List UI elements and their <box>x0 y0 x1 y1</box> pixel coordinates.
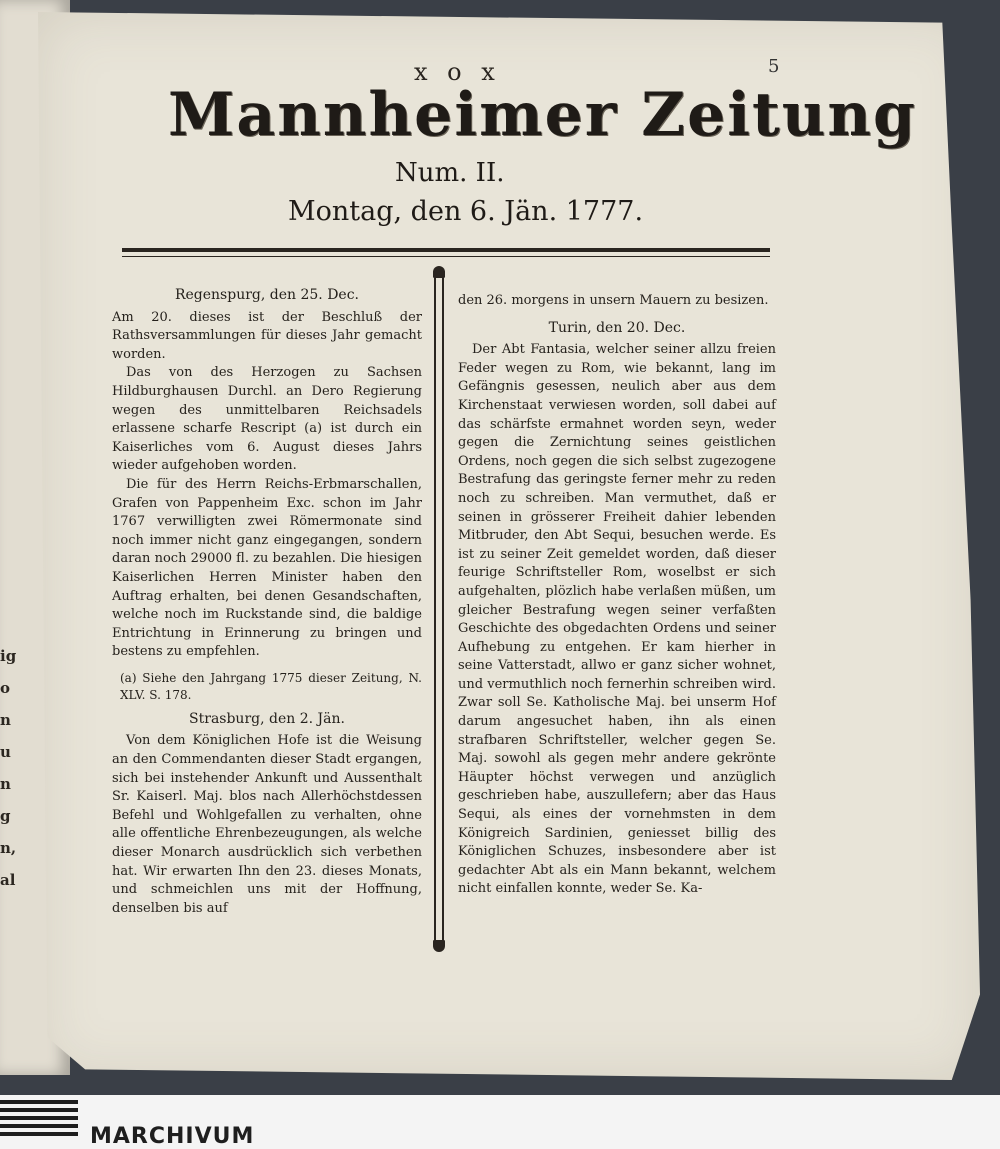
column-divider <box>434 272 444 948</box>
article-continuation: den 26. morgens in unsern Mauern zu besizen. <box>458 293 769 308</box>
fragment: n <box>0 775 11 793</box>
fragment: u <box>0 743 11 761</box>
article-paragraph: Die für des Herrn Reichs-Erbmarschallen, Grafen von Pappenheim Exc. schon im Jahr 1767 verwilligten zwei Römermonate sind noch immer nicht ganz eingegangen, sondern daran noch 29000 fl. zu bezahlen. Die hiesigen Kaiserlichen Herren Minister haben den Auftrag erhalten, bei denen Gesandschaften, welche noch im Ruckstande sind, die baldige Entrichtung in Erinnerung zu bringen und bestens zu empfehlen. <box>112 476 422 660</box>
issue-number: Num. II. <box>395 158 505 188</box>
dateline-strasburg: Strasburg, den 2. Jän. <box>189 710 345 727</box>
archive-name: MARCHIVUM <box>90 1124 255 1149</box>
fragment: g <box>0 807 11 825</box>
adjacent-page-fragments <box>0 640 18 896</box>
page-marker: 5 <box>768 56 780 77</box>
footnote: (a) Siehe den Jahrgang 1775 dieser Zeitung, N. XLV. S. 178. <box>120 670 422 702</box>
article-paragraph: Das von des Herzogen zu Sachsen Hildburghausen Durchl. an Dero Regierung wegen des unmittelbaren Reichsadels erlassene scharfe Rescript (a) ist durch ein Kaiserliches vom 6. August dieses Jahrs wieder aufgehoben worden. <box>112 365 422 474</box>
fragment: n, <box>0 839 17 857</box>
dateline-regenspurg: Regenspurg, den 25. Dec. <box>174 287 360 303</box>
header-ornament: x o x <box>414 58 501 86</box>
fragment: o <box>0 679 11 697</box>
column-divider-cap-bottom <box>433 940 445 952</box>
dateline-turin: Turin, den 20. Dec. <box>548 319 686 336</box>
right-column <box>458 292 776 899</box>
left-column <box>112 284 422 918</box>
fragment: ig <box>0 647 17 665</box>
archive-logo-icon <box>0 1100 78 1144</box>
article-paragraph: Von dem Königlichen Hofe ist die Weisung an den Commendanten dieser Stadt ergangen, sich bei instehender Ankunft und Aussenthalt Sr. Kaiserl. Maj. blos nach Allerhöchstdessen Befehl und Wohlgefallen zu verhalten, ohne alle offentliche Ehrenbezeugungen, als welche dieser Monarch ausdrücklich sich verbethen hat. Wir erwarten Ihn den 23. dieses Monats, und schmeichlen uns mit der Hoffnung, denselben bis auf <box>112 733 422 916</box>
header-rule-thin <box>122 256 770 257</box>
header-rule-thick <box>122 248 770 252</box>
fragment: n <box>0 711 11 729</box>
spacer <box>458 311 776 317</box>
issue-date: Montag, den 6. Jän. 1777. <box>288 196 644 227</box>
fragment: al <box>0 871 16 889</box>
article-paragraph: Der Abt Fantasia, welcher seiner allzu freien Feder wegen zu Rom, wie bekannt, lang im Gefängnis gesessen, neulich aber aus dem Kirchenstaat verwiesen worden, soll dabei auf das schärfste ermahnet worden seyn, weder gegen die Zernichtung seines geistlichen Ordens, noch gegen die sich selbst zugezogene Bestrafung das geringste ferner mehr zu reden noch zu schreiben. Man vermuthet, daß er seinen in grösserer Freiheit dahier lebenden Mitbruder, den Abt Sequi, besuchen werde. Es ist zu seiner Zeit gemeldet worden, daß dieser feurige Schriftsteller Rom, woselbst er sich aufgehalten, plözlich habe verlaßen müßen, um gleicher Bestrafung wegen seiner verfaßten Geschichte des obgedachten Ordens und seiner Aufhebung zu entgehen. Er kam hierher in seine Vatterstadt, allwo er ganz sicher wohnet, und vermuthlich noch fernerhin schreiben wird. Zwar soll Se. Katholische Maj. bei unserm Hof darum angesuchet haben, ihn als einen strafbaren Schriftsteller, welcher gegen Se. Maj. sowohl als gegen mehr andere gekrönte Häupter höchst verwegen und anzüglich geschrieben habe, auszullefern; aber das Haus Sequi, als eines der vornehmsten in dem Königreich Sardinien, geniesset billig des Königlichen Schuzes, insbesondere aber ist gedachter Abt als ein Mann bekannt, welchem nicht einfallen konnte, weder Se. Ka- <box>458 342 776 897</box>
article-paragraph: Am 20. dieses ist der Beschluß der Rathsversammlungen für dieses Jahr gemacht worden. <box>112 309 422 362</box>
masthead-title: Mannheimer Zeitung <box>168 80 917 150</box>
